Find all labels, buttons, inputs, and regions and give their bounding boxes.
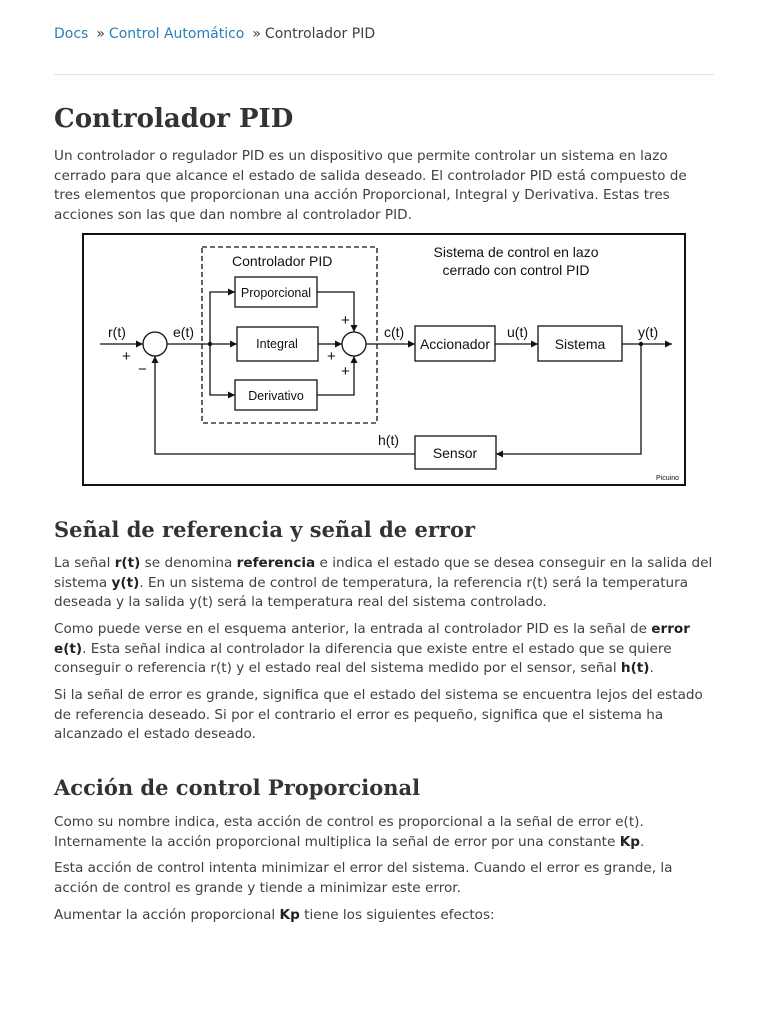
- section-heading-reference: Señal de referencia y señal de error: [54, 517, 476, 542]
- breadcrumb-docs-link[interactable]: Docs: [54, 26, 89, 42]
- breadcrumb-separator: »: [96, 26, 105, 42]
- breadcrumb-current: Controlador PID: [264, 26, 376, 42]
- section-paragraph: Si la señal de error es grande, significa que el estado del sistema se encuentra lejos del estado de referencia deseado. Si por el contrario el error es pequeño, significa que el sistema ha alcanzado el estado deseado.: [54, 687, 703, 742]
- breadcrumb: [54, 26, 375, 42]
- intro-paragraph: Un controlador o regulador PID es un dispositivo que permite controlar un sistema en lazo cerrado para que alcance el estado de salida deseado. El controlador PID está compuesto de tres elementos que proporcionan una acción Proporcional, Integral y Derivativa. Estas tres acciones son las que dan nombre al controlador PID.: [54, 148, 687, 223]
- branch-node: [208, 342, 212, 346]
- breadcrumb-control-link[interactable]: Control Automático: [108, 26, 245, 42]
- signal-r-label: r(t): [108, 324, 126, 340]
- sensor-label: Sensor: [432, 445, 478, 461]
- plus-sign: +: [122, 348, 131, 365]
- signal-u-label: u(t): [507, 324, 528, 340]
- signal-h-label: h(t): [378, 432, 399, 448]
- section-paragraph: La señal r(t) se denomina referencia e indica el estado que se desea conseguir en la salida del sistema y(t). En un sistema de control de temperatura, la referencia r(t) será la temperatura deseada y la salida y(t) será la temperatura real del sistema controlado.: [54, 555, 713, 610]
- system-title-line2: cerrado con control PID: [442, 262, 590, 278]
- pid-block-diagram: [82, 233, 686, 486]
- signal-c-label: c(t): [384, 324, 405, 340]
- derivative-label: Derivativo: [248, 389, 304, 403]
- section-paragraph: Como puede verse en el esquema anterior, la entrada al controlador PID es la señal de error e(t). Esta señal indica al controlador la diferencia que existe entre el estado que se quiere conseguir o referencia r(t) y el estado real del sistema medido por el sensor, señal h(t).: [54, 621, 690, 676]
- integral-label: Integral: [256, 337, 298, 351]
- plus-sign: +: [341, 312, 350, 329]
- bold-term: r(t): [114, 555, 141, 571]
- bold-term: y(t): [111, 574, 140, 591]
- section-heading-proportional: Acción de control Proporcional: [54, 775, 421, 800]
- bold-term: Kp: [619, 833, 640, 850]
- bold-term: referencia: [236, 555, 316, 571]
- plus-sign: +: [341, 363, 350, 380]
- proportional-label: Proporcional: [240, 286, 312, 300]
- signal-y-label: y(t): [638, 324, 659, 340]
- actuator-label: Accionador: [419, 336, 491, 352]
- section-paragraph: Esta acción de control intenta minimizar el error del sistema. Cuando el error es grande, la acción de control es grande y tiende a minimizar este error.: [54, 860, 673, 896]
- bold-term: error e(t): [54, 621, 690, 657]
- signal-e-label: e(t): [173, 324, 194, 340]
- bold-term: Kp: [279, 907, 300, 923]
- controller-label: Controlador PID: [232, 253, 333, 269]
- section-paragraph: Aumentar la acción proporcional Kp tiene los siguientes efectos:: [54, 907, 495, 923]
- bold-term: h(t): [620, 660, 650, 676]
- minus-sign: −: [138, 361, 147, 378]
- system-title-line1: Sistema de control en lazo: [433, 244, 599, 260]
- plus-sign: +: [327, 348, 336, 365]
- branch-node: [639, 342, 643, 346]
- page-title: Controlador PID: [54, 104, 294, 134]
- pid-summing-junction: [342, 332, 366, 356]
- picuino-credit: Picuino: [656, 475, 679, 482]
- header-divider: [54, 74, 714, 75]
- breadcrumb-separator: »: [252, 26, 261, 42]
- error-summing-junction: [143, 332, 167, 356]
- system-label: Sistema: [554, 336, 606, 352]
- section-paragraph: Como su nombre indica, esta acción de control es proporcional a la señal de error e(t). Internamente la acción proporcional multiplica la señal de error por una constante Kp.: [54, 814, 645, 850]
